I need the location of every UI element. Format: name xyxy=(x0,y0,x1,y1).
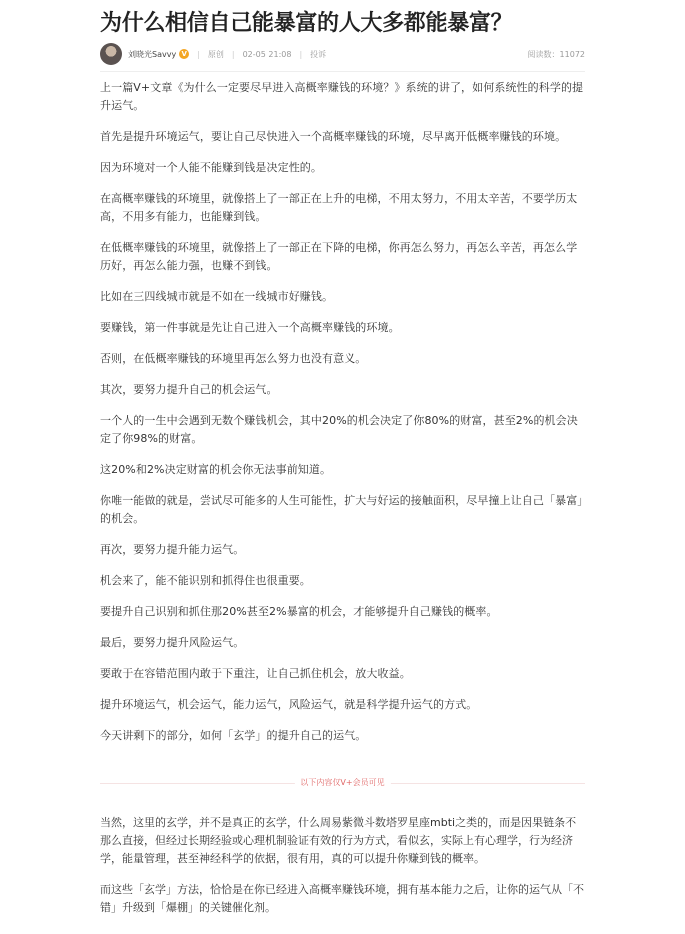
verified-badge-icon: V xyxy=(179,49,189,59)
paragraph: 在高概率赚钱的环境里，就像搭上了一部正在上升的电梯，不用太努力，不用太辛苦，不要学历太高，不用多有能力，也能赚到钱。 xyxy=(100,192,578,223)
paragraph: 首先是提升环境运气，要让自己尽快进入一个高概率赚钱的环境，尽早离开低概率赚钱的环境。 xyxy=(100,130,567,143)
article-body-vip xyxy=(100,814,585,930)
paragraph: 在低概率赚钱的环境里，就像搭上了一部正在下降的电梯，你再怎么努力，再怎么辛苦，再怎么学历好，再怎么能力强，也赚不到钱。 xyxy=(100,241,578,272)
article-meta xyxy=(100,42,585,66)
paragraph: 否则，在低概率赚钱的环境里再怎么努力也没有意义。 xyxy=(100,352,367,365)
author-name[interactable]: 刘晓光Savvy xyxy=(128,49,177,59)
meta-divider: | xyxy=(231,49,235,59)
paragraph: 比如在三四线城市就是不如在一线城市好赚钱。 xyxy=(100,290,334,303)
paragraph: 要赚钱，第一件事就是先让自己进入一个高概率赚钱的环境。 xyxy=(100,321,400,334)
paragraph: 你唯一能做的就是，尝试尽可能多的人生可能性，扩大与好运的接触面积，尽早撞上让自己「暴富」的机会。 xyxy=(100,494,583,525)
publish-time: 02-05 21:08 xyxy=(242,49,292,59)
paragraph: 要提升自己识别和抓住那20%甚至2%暴富的机会，才能够提升自己赚钱的概率。 xyxy=(100,605,498,618)
meta-divider: | xyxy=(299,49,303,59)
paragraph: 而这些「玄学」方法，恰恰是在你已经进入高概率赚钱环境，拥有基本能力之后，让你的运气从「不错」升级到「爆棚」的关键催化剂。 xyxy=(100,883,584,914)
original-tag: 原创 xyxy=(207,49,224,59)
paragraph: 当然，这里的玄学，并不是真正的玄学，什么周易紫微斗数塔罗星座mbti之类的，而是因果链条不那么直接，但经过长期经验或心理机制验证有效的行为方式，看似玄，实际上有心理学，行为经济学，能量管理，甚至神经科学的依据，很有用，真的可以提升你赚到钱的概率。 xyxy=(100,816,577,865)
article-title: 为什么相信自己能暴富的人大多都能暴富？ xyxy=(100,11,513,36)
paragraph: 其次，要努力提升自己的机会运气。 xyxy=(100,383,278,396)
paragraph: 因为环境对一个人能不能赚到钱是决定性的。 xyxy=(100,161,322,174)
paragraph: 最后，要努力提升风险运气。 xyxy=(100,636,245,649)
paragraph: 上一篇V+文章《为什么一定要尽早进入高概率赚钱的环境？》系统的讲了，如何系统性的科学的提升运气。 xyxy=(100,81,584,112)
header-divider xyxy=(100,71,585,72)
paragraph: 机会来了，能不能识别和抓得住也很重要。 xyxy=(100,574,311,587)
avatar[interactable] xyxy=(100,43,122,65)
paragraph: 今天讲剩下的部分，如何「玄学」的提升自己的运气。 xyxy=(100,729,367,742)
article-body xyxy=(100,79,585,758)
paragraph: 一个人的一生中会遇到无数个赚钱机会，其中20%的机会决定了你80%的财富，甚至2%的机会决定了你98%的财富。 xyxy=(100,414,578,445)
vip-notice: 以下内容仅V+会员可见 xyxy=(294,775,390,791)
paragraph: 再次，要努力提升能力运气。 xyxy=(100,543,245,556)
meta-divider: | xyxy=(197,49,200,59)
read-count: 阅读数：11072 xyxy=(527,49,585,59)
paragraph: 要敢于在容错范围内敢于下重注，让自己抓住机会，放大收益。 xyxy=(100,667,411,680)
paragraph: 提升环境运气，机会运气，能力运气，风险运气，就是科学提升运气的方式。 xyxy=(100,698,478,711)
vip-divider xyxy=(100,774,585,792)
report-link[interactable]: 投诉 xyxy=(310,49,327,59)
paragraph: 这20%和2%决定财富的机会你无法事前知道。 xyxy=(100,463,332,476)
